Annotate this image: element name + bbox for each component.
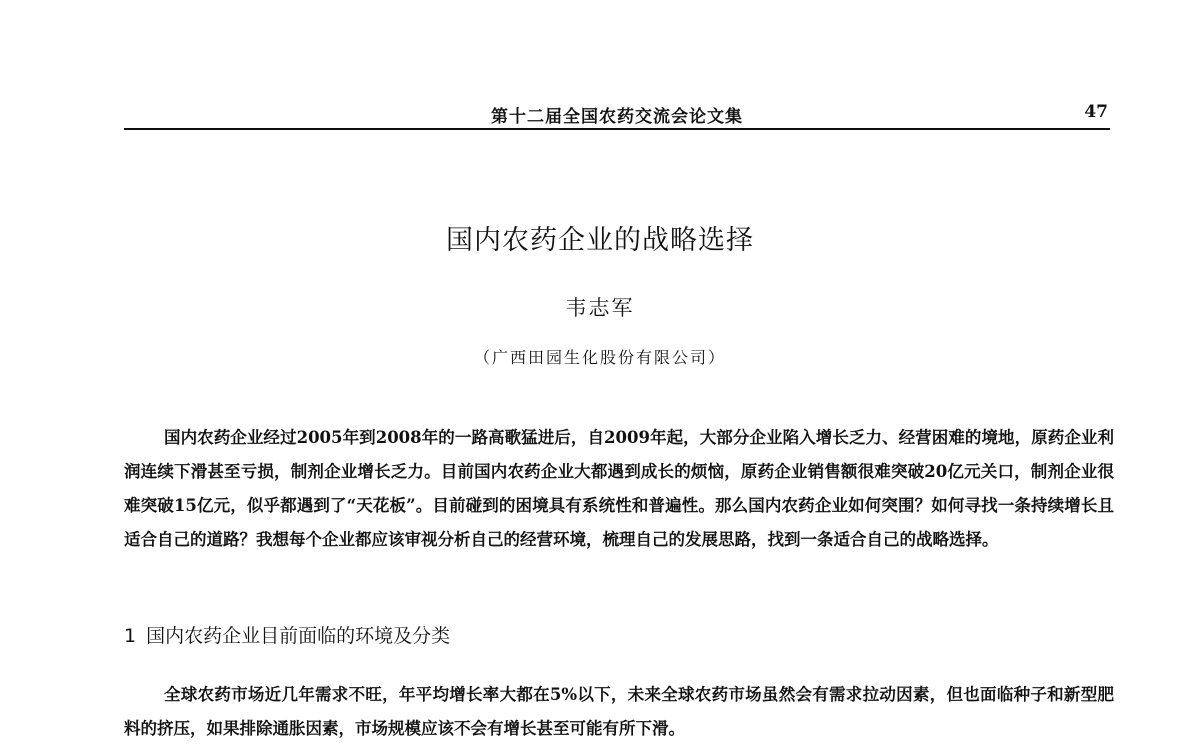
page-number: 47 <box>1084 102 1108 122</box>
body-paragraph-1: 国内农药企业经过2005年到2008年的一路高歌猛进后，自2009年起，大部分企业陷入增长乏力、经营困难的境地，原药企业利润连续下滑甚至亏损，制剂企业增长乏力。目前国内农药企业大都遇到成长的烦恼，原药企业销售额很难突破20亿元关口，制剂企业很难突破15亿元，似乎都遇到了“天花板”。目前碰到的困境具有系统性和普遍性。那么国内农药企业如何突围？如何寻找一条持续增长且适合自己的道路？我想每个企业都应该审视分析自己的经营环境，梳理自己的发展思路，找到一条适合自己的战略选择。 <box>124 428 1114 549</box>
running-title: 第十二届全国农药交流会论文集 <box>491 107 743 127</box>
author-name: 韦志军 <box>565 296 635 320</box>
running-header <box>124 100 1110 130</box>
section-heading <box>124 621 450 648</box>
paper-title: 国内农药企业的战略选择 <box>446 225 754 256</box>
section-number: 1 <box>124 625 137 647</box>
section-title: 国内农药企业目前面临的环境及分类 <box>146 625 451 647</box>
body-paragraph-2: 全球农药市场近几年需求不旺，年平均增长率大都在5%以下，未来全球农药市场虽然会有需求拉动因素，但也面临种子和新型肥料的挤压，如果排除通胀因素，市场规模应该不会有增长甚至可能有所下滑。 <box>124 685 1114 738</box>
author-affiliation: （广西田园生化股份有限公司） <box>473 348 726 367</box>
